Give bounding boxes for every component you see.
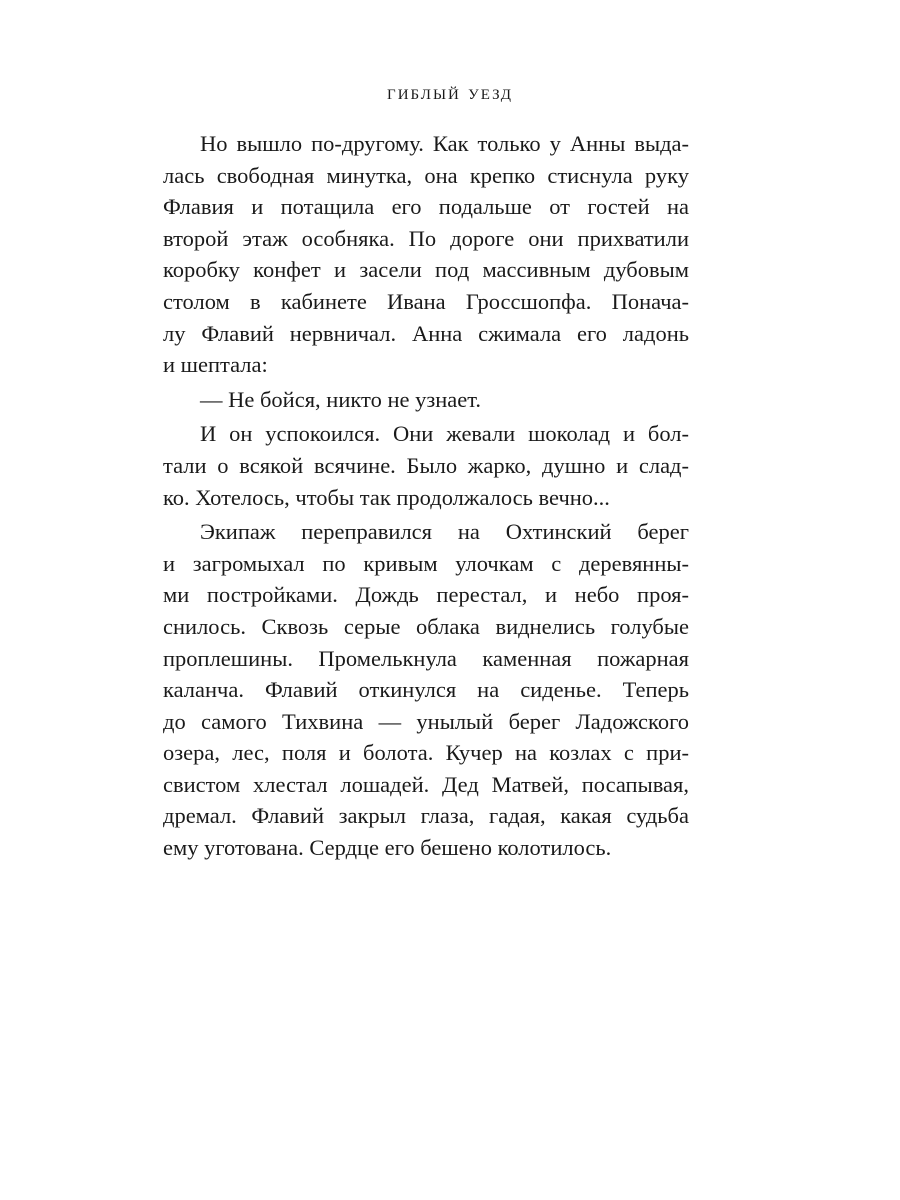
text-line: озера, лес, поля и болота. Кучер на козлах с при-: [163, 740, 689, 766]
text-line: каланча. Флавий откинулся на сиденье. Теперь: [163, 677, 689, 703]
text-line: ко. Хотелось, чтобы так продолжалось вечно...: [163, 484, 610, 510]
paragraph-4: [163, 516, 689, 864]
text-line: столом в кабинете Ивана Гроссшопфа. Понача-: [163, 288, 689, 314]
text-line: дремал. Флавий закрыл глаза, гадая, какая судьба: [163, 803, 689, 829]
text-line: — Не бойся, никто не узнает.: [200, 386, 482, 412]
text-line: свистом хлестал лошадей. Дед Матвей, посапывая,: [163, 771, 689, 797]
paragraph-3: [163, 418, 689, 513]
text-line: И он успокоился. Они жевали шоколад и бол-: [200, 421, 689, 447]
text-line: лась свободная минутка, она крепко стиснула руку: [163, 162, 689, 188]
text-line: Экипаж переправился на Охтинский берег: [200, 519, 689, 545]
text-line: и загромыхал по кривым улочкам с деревянны-: [163, 550, 689, 576]
paragraph-1: [163, 128, 689, 381]
text-line: ми постройками. Дождь перестал, и небо проя-: [163, 582, 689, 608]
text-line: Флавия и потащила его подальше от гостей на: [163, 194, 689, 220]
text-line: ему уготована. Сердце его бешено колотилось.: [163, 835, 612, 861]
running-head: гиблый уезд: [387, 80, 513, 104]
text-line: и шептала:: [163, 352, 268, 378]
text-line: второй этаж особняка. По дороге они прихватили: [163, 225, 689, 251]
text-line: проплешины. Промелькнула каменная пожарная: [163, 645, 689, 671]
text-line: тали о всякой всячине. Было жарко, душно и слад-: [163, 452, 689, 478]
text-line: лу Флавий нервничал. Анна сжимала его ладонь: [163, 320, 689, 346]
text-line: коробку конфет и засели под массивным дубовым: [163, 257, 689, 283]
text-line: до самого Тихвина — унылый берег Ладожского: [163, 708, 689, 734]
text-line: снилось. Сквозь серые облака виднелись голубые: [163, 613, 689, 639]
text-line: Но вышло по-другому. Как только у Анны выда-: [200, 131, 689, 156]
body-text: [163, 128, 689, 864]
paragraph-2: [163, 384, 689, 416]
